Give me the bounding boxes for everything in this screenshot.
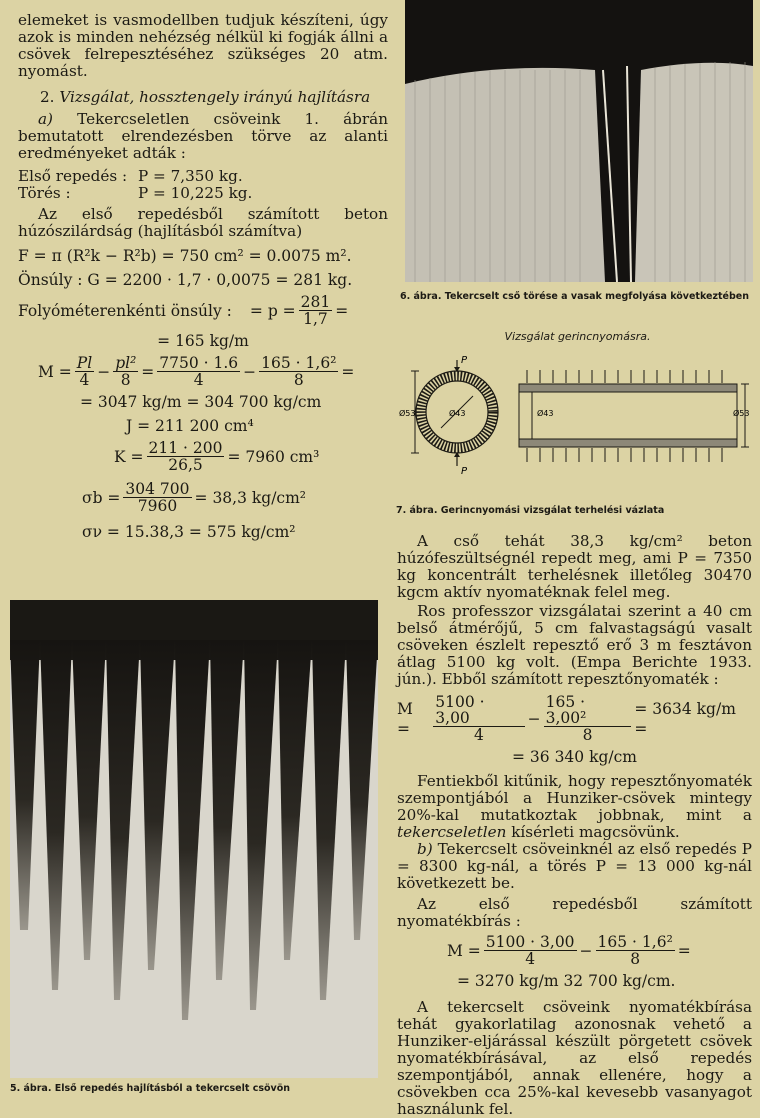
right-eq2-rhs: = <box>677 941 691 960</box>
equation-M-frac2 <box>113 355 138 388</box>
section-number: 2. <box>40 88 55 106</box>
right-paragraph-4-text: Tekercselt csöveinknél az első repedés P = 8300 kg-nál, a törés P = 13 000 kg-nál következett be. <box>397 840 752 892</box>
equation-p-denominator: 1,7 <box>303 310 328 328</box>
right-paragraph-4-marker: b) <box>417 840 433 858</box>
equation-K-frac <box>147 440 225 473</box>
right-eq1-minus: − <box>527 709 541 728</box>
equation-M-frac3-num: 7750 · 1.6 <box>159 354 239 372</box>
right-paragraph-3-b: kísérleti magcsövünk. <box>506 823 680 841</box>
figure-5-photo <box>10 600 378 1078</box>
equation-F: F = π (R²k − R²b) = 750 cm² = 0.0075 m². <box>18 247 352 265</box>
equation-M-frac2-num: pl² <box>115 354 137 372</box>
equation-K-den: 26,5 <box>168 456 203 474</box>
equation-M-frac1-num: Pl <box>76 354 93 372</box>
right-eq2-frac2 <box>596 934 675 967</box>
right-eq1-frac2 <box>544 694 632 743</box>
right-equation-1-result: = 36 340 kg/cm <box>512 748 637 766</box>
paragraph-a-text: Tekercseletlen csöveink 1. ábrán bemutatott elrendezésben törve az alanti eredményeket adták : <box>18 110 389 162</box>
right-eq1-frac2-num: 165 · 3,00² <box>544 694 632 727</box>
right-eq1-frac1 <box>433 694 524 743</box>
right-paragraph-6: A tekercselt csöveink nyomatékbírása tehát gyakorlatilag azonosnak vehető a Hunziker-eljárással készült pörgetett csövek nyomatékbírásával, az első repedés szempontjából, annak ellenére, hogy a csövekben cca 25%-kal kevesebb vasanyagot használunk fel. <box>397 998 752 1118</box>
right-eq2-frac1-den: 4 <box>525 950 536 968</box>
figure-6-image <box>405 0 753 282</box>
equation-p-result: = 165 kg/m <box>157 332 249 350</box>
right-paragraph-2: Ros professzor vizsgálatai szerint a 40 cm belső átmérőjű, 5 cm falvastagságú vasalt csöveken észlelt repesztő erő 3 m fesztávon átlag 5100 kg volt. (Empa Berichte 1933. jún.). Ebből számított repesztőnyomaték : <box>397 602 752 688</box>
equation-M-frac4-den: 8 <box>293 371 304 389</box>
figure-7-title: Vizsgálat gerincnyomásra. <box>504 330 651 343</box>
first-crack-label: Első repedés : <box>18 167 128 185</box>
right-eq2-frac1 <box>484 934 577 967</box>
figure-5-caption: 5. ábra. Első repedés hajlításból a tekercselt csövön <box>10 1083 291 1094</box>
equation-M-lhs: M = <box>38 362 72 381</box>
right-eq1-frac1-den: 4 <box>474 726 484 744</box>
intro-paragraph: elemeket is vasmodellben tudjuk készíteni, úgy azok is minden nehézség nélkül ki fogják állni a csövek felrepesztéséhez szükséges 20 atm. nyomást. <box>18 11 388 80</box>
fig7-label-d53-left: Ø53 <box>399 409 416 418</box>
right-eq2-lhs: M = <box>447 941 481 960</box>
equation-K-num: 211 · 200 <box>148 439 223 457</box>
break-value: P = 10,225 kg. <box>138 184 253 202</box>
equation-K-rhs: = 7960 cm³ <box>227 447 320 466</box>
equation-M-frac1-den: 4 <box>79 371 90 389</box>
equation-M-result: = 3047 kg/m = 304 700 kg/cm <box>80 393 322 411</box>
equation-M-frac4 <box>259 355 338 388</box>
right-eq2-frac2-den: 8 <box>630 950 641 968</box>
right-eq2-frac2-num: 165 · 1,6² <box>597 933 673 951</box>
equation-sigma-b-den: 7960 <box>137 497 178 515</box>
equation-M <box>38 355 388 388</box>
equation-p-label: Folyóméterenkénti önsúly : <box>18 301 232 320</box>
figure-7-caption: 7. ábra. Gerincnyomási vizsgálat terhelési vázlata <box>396 505 665 516</box>
equation-p-equals: = <box>335 301 349 320</box>
right-equation-2 <box>447 934 752 967</box>
equation-p-numerator: 281 <box>300 293 331 311</box>
section-heading <box>40 88 388 106</box>
results-block <box>18 168 388 202</box>
figure-6-caption: 6. ábra. Tekercselt cső törése a vasak megfolyása következtében <box>400 291 749 302</box>
equation-M-minus-2: − <box>243 362 257 381</box>
break-row <box>18 185 388 202</box>
figure-5-image <box>10 600 378 1078</box>
right-equation-1 <box>397 694 752 743</box>
fig7-label-d53-right: Ø53 <box>733 409 750 418</box>
left-column <box>18 12 388 546</box>
right-paragraph-3 <box>397 773 752 841</box>
right-paragraph-4 <box>397 841 752 892</box>
equation-sigma-b <box>82 481 388 514</box>
right-eq1-frac2-den: 8 <box>582 726 593 744</box>
right-eq1-frac1-num: 5100 · 3,00 <box>433 694 524 727</box>
right-equation-2-result: = 3270 kg/m 32 700 kg/cm. <box>457 972 676 990</box>
figure-6-photo <box>405 0 753 282</box>
equation-sigma-b-frac <box>123 481 191 514</box>
equation-M-frac2-den: 8 <box>120 371 131 389</box>
section-title: Vizsgálat, hossztengely irányú hajlításra <box>59 88 371 106</box>
equation-M-equals: = <box>141 362 155 381</box>
right-eq2-minus: − <box>579 941 593 960</box>
right-eq1-lhs: M = <box>397 699 413 738</box>
equation-sigma-v: σν = 15.38,3 = 575 kg/cm² <box>82 523 296 541</box>
right-paragraph-3-a: Fentiekből kitűnik, hogy repesztőnyomaték szempontjából a Hunziker-csövek mintegy 20%-kal mutatkoztak jobbnak, mint a <box>397 772 752 824</box>
equation-M-frac3 <box>157 355 240 388</box>
tensile-paragraph: Az első repedésből számított beton húzószilárdság (hajlításból számítva) <box>18 205 388 240</box>
fig7-label-p-bottom: P <box>461 466 468 477</box>
equation-p-fraction <box>299 294 333 327</box>
right-eq2-frac1-num: 5100 · 3,00 <box>485 933 575 951</box>
right-eq1-rhs: = 3634 kg/m = <box>634 699 736 738</box>
equation-J: J = 211 200 cm⁴ <box>126 417 254 435</box>
equation-M-frac1 <box>75 355 94 388</box>
equation-M-minus: − <box>97 362 111 381</box>
first-crack-row <box>18 168 388 185</box>
equation-p <box>18 294 388 327</box>
equation-G: Önsúly : G = 2200 · 1,7 · 0,0075 = 281 kg. <box>18 271 353 289</box>
break-label: Törés : <box>18 184 71 202</box>
fig7-label-d43-mid: Ø43 <box>537 409 554 418</box>
right-paragraph-5: Az első repedésből számított nyomatékbírás : <box>397 895 752 930</box>
equation-p-lhs: = p = <box>249 301 296 320</box>
fig7-label-d43-circle: Ø43 <box>449 409 466 418</box>
equation-K <box>114 440 388 473</box>
right-column <box>397 533 752 1118</box>
figure-7-diagram <box>397 352 757 482</box>
equation-sigma-b-rhs: = 38,3 kg/cm² <box>194 488 307 507</box>
equation-M-frac3-den: 4 <box>193 371 204 389</box>
right-paragraph-1: A cső tehát 38,3 kg/cm² beton húzófeszültségnél repedt meg, ami P = 7350 kg koncentrált terhelésnek illetőleg 30470 kgcm aktív nyomatéknak felel meg. <box>397 532 752 601</box>
paragraph-a <box>18 111 388 162</box>
paragraph-a-marker: a) <box>38 110 53 128</box>
equation-K-lhs: K = <box>114 447 144 466</box>
equation-M-end: = <box>341 362 355 381</box>
equation-sigma-b-lhs: σb = <box>82 488 121 507</box>
right-paragraph-3-italic: tekercseletlen <box>397 823 507 841</box>
fig7-label-p-top: P <box>461 355 468 366</box>
first-crack-value: P = 7,350 kg. <box>138 167 243 185</box>
equation-sigma-b-num: 304 700 <box>125 480 190 498</box>
equation-M-frac4-num: 165 · 1,6² <box>261 354 337 372</box>
